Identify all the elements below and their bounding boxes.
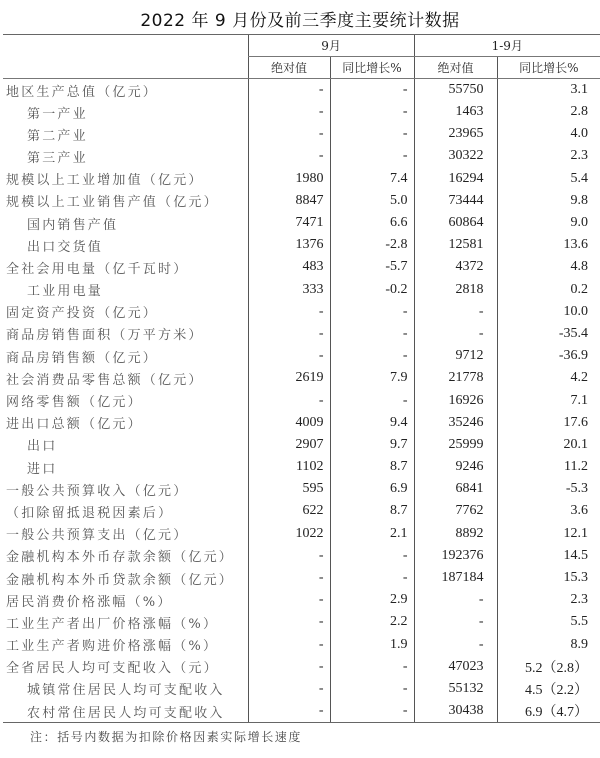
table-row — [3, 190, 600, 212]
table-row — [3, 523, 600, 545]
row-label: 全省居民人均可支配收入（元） — [6, 661, 219, 677]
cell-ytd-absolute: - — [414, 634, 497, 656]
cell-ytd-yoy: 17.6 — [497, 412, 600, 434]
row-label: 进出口总额（亿元） — [6, 417, 143, 433]
row-label: 规模以上工业增加值（亿元） — [6, 173, 204, 189]
table-row — [3, 79, 600, 102]
cell-ytd-yoy: 8.9 — [497, 634, 600, 656]
row-label: 第三产业 — [27, 150, 88, 166]
cell-ytd-yoy: 6.9（4.7） — [497, 700, 600, 723]
cell-sep-absolute: - — [248, 700, 330, 723]
row-label: 固定资产投资（亿元） — [6, 306, 159, 322]
row-label: 规模以上工业销售产值（亿元） — [6, 195, 219, 211]
table-row — [3, 545, 600, 567]
cell-ytd-absolute: - — [414, 301, 497, 323]
cell-ytd-absolute: 55750 — [414, 79, 497, 102]
table-row — [3, 656, 600, 678]
table-row — [3, 700, 600, 723]
cell-ytd-absolute: - — [414, 611, 497, 633]
table-row — [3, 500, 600, 522]
cell-sep-yoy: - — [330, 678, 414, 700]
cell-ytd-yoy: 3.6 — [497, 500, 600, 522]
table-row — [3, 412, 600, 434]
cell-sep-yoy: - — [330, 101, 414, 123]
cell-sep-absolute: 483 — [248, 256, 330, 278]
cell-sep-yoy: 7.9 — [330, 367, 414, 389]
cell-sep-absolute: 333 — [248, 279, 330, 301]
cell-ytd-absolute: 4372 — [414, 256, 497, 278]
cell-sep-yoy: - — [330, 145, 414, 167]
header-group-september: 9月 — [248, 35, 414, 57]
cell-ytd-yoy: 10.0 — [497, 301, 600, 323]
table-row — [3, 256, 600, 278]
cell-ytd-yoy: 15.3 — [497, 567, 600, 589]
row-label: 第一产业 — [27, 106, 88, 122]
cell-ytd-absolute: 23965 — [414, 123, 497, 145]
table-row — [3, 123, 600, 145]
cell-sep-yoy: 5.0 — [330, 190, 414, 212]
cell-sep-absolute: 1022 — [248, 523, 330, 545]
table-row — [3, 345, 600, 367]
cell-ytd-absolute: 9246 — [414, 456, 497, 478]
cell-ytd-absolute: 25999 — [414, 434, 497, 456]
cell-sep-absolute: - — [248, 678, 330, 700]
table-row — [3, 434, 600, 456]
row-label: 地区生产总值（亿元） — [6, 84, 159, 100]
cell-sep-yoy: - — [330, 323, 414, 345]
header-group-jan-sep: 1-9月 — [414, 35, 600, 57]
cell-sep-yoy: 9.7 — [330, 434, 414, 456]
cell-sep-yoy: 2.2 — [330, 611, 414, 633]
cell-ytd-yoy: 5.2（2.8） — [497, 656, 600, 678]
row-label: 居民消费价格涨幅（%） — [6, 594, 173, 610]
table-row — [3, 212, 600, 234]
row-label: （扣除留抵退税因素后） — [6, 505, 174, 521]
row-label: 商品房销售面积（万平方米） — [6, 328, 204, 344]
cell-ytd-absolute: 7762 — [414, 500, 497, 522]
header-sep-absolute: 绝对值 — [248, 57, 330, 79]
cell-sep-yoy: 2.9 — [330, 589, 414, 611]
cell-sep-absolute: - — [248, 345, 330, 367]
row-label: 国内销售产值 — [27, 217, 119, 233]
cell-sep-absolute: - — [248, 634, 330, 656]
row-label: 全社会用电量（亿千瓦时） — [6, 261, 189, 277]
cell-sep-absolute: - — [248, 123, 330, 145]
cell-ytd-yoy: -5.3 — [497, 478, 600, 500]
cell-sep-yoy: 8.7 — [330, 500, 414, 522]
cell-sep-absolute: 2907 — [248, 434, 330, 456]
table-row — [3, 101, 600, 123]
cell-sep-absolute: - — [248, 323, 330, 345]
cell-ytd-yoy: -35.4 — [497, 323, 600, 345]
cell-sep-yoy: 2.1 — [330, 523, 414, 545]
cell-ytd-yoy: 2.3 — [497, 589, 600, 611]
cell-ytd-absolute: 60864 — [414, 212, 497, 234]
row-label: 出口交货值 — [27, 239, 104, 255]
table-row — [3, 589, 600, 611]
cell-sep-absolute: 1980 — [248, 168, 330, 190]
cell-ytd-yoy: 14.5 — [497, 545, 600, 567]
row-label: 工业生产者购进价格涨幅（%） — [6, 639, 219, 655]
cell-sep-yoy: -0.2 — [330, 279, 414, 301]
table-row — [3, 478, 600, 500]
header-indicator-blank — [3, 35, 248, 79]
cell-ytd-yoy: 0.2 — [497, 279, 600, 301]
cell-sep-absolute: - — [248, 545, 330, 567]
header-ytd-absolute: 绝对值 — [414, 57, 497, 79]
row-label: 社会消费品零售总额（亿元） — [6, 372, 204, 388]
cell-sep-yoy: - — [330, 301, 414, 323]
cell-sep-yoy: 6.6 — [330, 212, 414, 234]
cell-ytd-yoy: 9.0 — [497, 212, 600, 234]
cell-ytd-yoy: 2.8 — [497, 101, 600, 123]
cell-sep-absolute: - — [248, 611, 330, 633]
cell-ytd-absolute: - — [414, 589, 497, 611]
table-row — [3, 234, 600, 256]
cell-sep-absolute: - — [248, 656, 330, 678]
cell-ytd-absolute: 55132 — [414, 678, 497, 700]
cell-sep-absolute: - — [248, 589, 330, 611]
cell-sep-yoy: - — [330, 656, 414, 678]
cell-ytd-yoy: 5.4 — [497, 168, 600, 190]
row-label: 农村常住居民人均可支配收入 — [3, 700, 248, 723]
cell-sep-yoy: 1.9 — [330, 634, 414, 656]
cell-sep-yoy: 7.4 — [330, 168, 414, 190]
cell-ytd-yoy: 12.1 — [497, 523, 600, 545]
table-row — [3, 456, 600, 478]
table-row — [3, 389, 600, 411]
cell-ytd-absolute: 192376 — [414, 545, 497, 567]
cell-sep-yoy: 8.7 — [330, 456, 414, 478]
cell-sep-yoy: - — [330, 123, 414, 145]
cell-sep-yoy: - — [330, 79, 414, 102]
cell-sep-absolute: - — [248, 301, 330, 323]
row-label: 进口 — [27, 461, 58, 477]
table-row — [3, 678, 600, 700]
row-label: 城镇常住居民人均可支配收入 — [27, 683, 225, 699]
cell-ytd-yoy: 13.6 — [497, 234, 600, 256]
row-label: 金融机构本外币贷款余额（亿元） — [6, 572, 235, 588]
cell-sep-absolute: - — [248, 101, 330, 123]
row-label: 出口 — [27, 439, 58, 455]
row-label: 商品房销售额（亿元） — [6, 350, 159, 366]
table-row — [3, 168, 600, 190]
cell-ytd-absolute: 35246 — [414, 412, 497, 434]
row-label: 工业生产者出厂价格涨幅（%） — [6, 616, 219, 632]
cell-ytd-absolute: 73444 — [414, 190, 497, 212]
cell-ytd-yoy: 3.1 — [497, 79, 600, 102]
cell-ytd-absolute: 30438 — [414, 700, 497, 723]
table-row — [3, 301, 600, 323]
cell-ytd-yoy: 9.8 — [497, 190, 600, 212]
cell-ytd-yoy: 4.2 — [497, 367, 600, 389]
cell-sep-absolute: 8847 — [248, 190, 330, 212]
header-row-groups — [3, 35, 600, 57]
row-label: 一般公共预算收入（亿元） — [6, 483, 189, 499]
cell-ytd-absolute: 6841 — [414, 478, 497, 500]
cell-sep-yoy: - — [330, 700, 414, 723]
statistics-table — [3, 34, 600, 723]
cell-sep-absolute: 622 — [248, 500, 330, 522]
table-row — [3, 567, 600, 589]
cell-sep-yoy: 6.9 — [330, 478, 414, 500]
table-row — [3, 367, 600, 389]
cell-ytd-absolute: 30322 — [414, 145, 497, 167]
cell-sep-absolute: - — [248, 145, 330, 167]
cell-sep-absolute: 7471 — [248, 212, 330, 234]
cell-ytd-yoy: 20.1 — [497, 434, 600, 456]
footnote: 注：括号内数据为扣除价格因素实际增长速度 — [30, 730, 303, 744]
cell-ytd-yoy: 11.2 — [497, 456, 600, 478]
cell-ytd-absolute: 187184 — [414, 567, 497, 589]
row-label: 网络零售额（亿元） — [6, 395, 143, 411]
table-row — [3, 634, 600, 656]
cell-sep-absolute: - — [248, 567, 330, 589]
row-label: 一般公共预算支出（亿元） — [6, 528, 189, 544]
cell-sep-absolute: 1102 — [248, 456, 330, 478]
cell-sep-absolute: - — [248, 79, 330, 102]
cell-ytd-yoy: 4.8 — [497, 256, 600, 278]
cell-ytd-absolute: 1463 — [414, 101, 497, 123]
table-row — [3, 279, 600, 301]
cell-ytd-absolute: 21778 — [414, 367, 497, 389]
cell-ytd-absolute: - — [414, 323, 497, 345]
cell-ytd-absolute: 8892 — [414, 523, 497, 545]
cell-ytd-absolute: 2818 — [414, 279, 497, 301]
page-title: 2022 年 9 月份及前三季度主要统计数据 — [140, 11, 460, 31]
cell-ytd-yoy: 5.5 — [497, 611, 600, 633]
cell-sep-yoy: 9.4 — [330, 412, 414, 434]
cell-ytd-yoy: 4.5（2.2） — [497, 678, 600, 700]
cell-ytd-absolute: 12581 — [414, 234, 497, 256]
row-label: 第二产业 — [27, 128, 88, 144]
cell-ytd-yoy: -36.9 — [497, 345, 600, 367]
cell-sep-absolute: 595 — [248, 478, 330, 500]
header-sep-yoy: 同比增长% — [330, 57, 414, 79]
cell-sep-absolute: - — [248, 389, 330, 411]
cell-ytd-absolute: 47023 — [414, 656, 497, 678]
cell-ytd-yoy: 2.3 — [497, 145, 600, 167]
cell-sep-absolute: 4009 — [248, 412, 330, 434]
cell-ytd-absolute: 16926 — [414, 389, 497, 411]
cell-ytd-yoy: 4.0 — [497, 123, 600, 145]
cell-sep-yoy: - — [330, 567, 414, 589]
cell-ytd-absolute: 16294 — [414, 168, 497, 190]
cell-sep-yoy: -2.8 — [330, 234, 414, 256]
cell-sep-yoy: - — [330, 545, 414, 567]
table-row — [3, 145, 600, 167]
cell-sep-yoy: - — [330, 345, 414, 367]
header-ytd-yoy: 同比增长% — [497, 57, 600, 79]
cell-sep-yoy: - — [330, 389, 414, 411]
cell-sep-absolute: 2619 — [248, 367, 330, 389]
cell-sep-yoy: -5.7 — [330, 256, 414, 278]
row-label: 金融机构本外币存款余额（亿元） — [6, 550, 235, 566]
table-row — [3, 323, 600, 345]
row-label: 工业用电量 — [27, 284, 104, 300]
cell-ytd-absolute: 9712 — [414, 345, 497, 367]
table-row — [3, 611, 600, 633]
cell-ytd-yoy: 7.1 — [497, 389, 600, 411]
cell-sep-absolute: 1376 — [248, 234, 330, 256]
table-body — [3, 79, 600, 723]
